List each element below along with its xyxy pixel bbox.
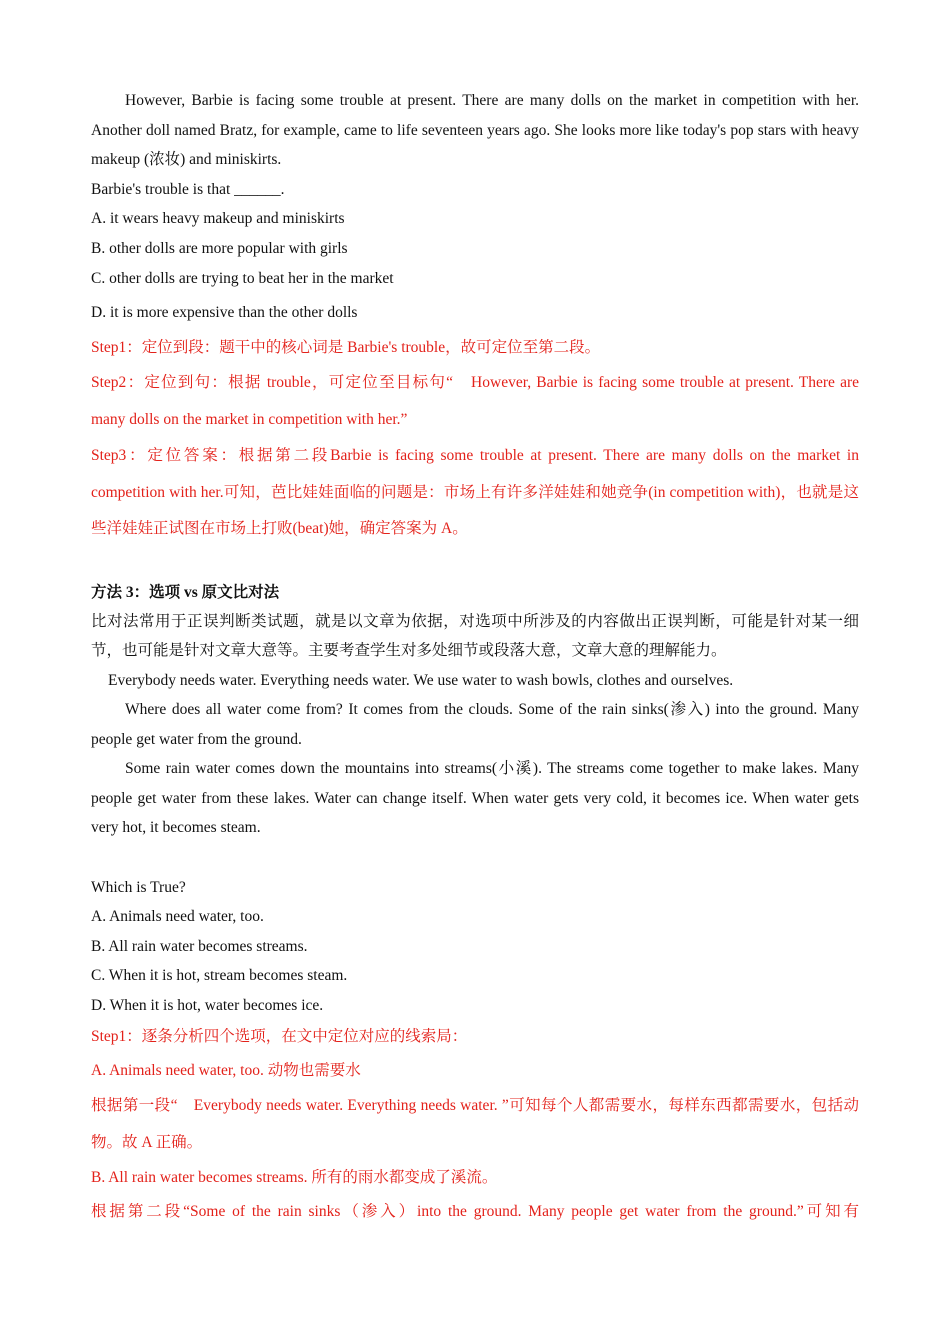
analysis-b-title: B. All rain water becomes streams. 所有的雨水都变成了溪流。: [91, 1169, 498, 1186]
question-stem: Barbie's trouble is that ______.: [91, 180, 285, 198]
method3-intro: 比对法常用于正误判断类试题，就是以文章为依据，对选项中所涉及的内容做出正误判断，可能是针对某一细节，也可能是针对文章大意等。主要考查学生对多处细节或段落大意，文章大意的理解能力。: [91, 612, 859, 659]
section-spacer: [91, 548, 859, 578]
analysis-a-title: A. Animals need water, too. 动物也需要水: [91, 1062, 361, 1079]
analysis-b-detail: 根据第二段“Some of the rain sinks（渗入）into the ground. Many people get water from the ground.”可知有: [91, 1203, 859, 1220]
option2-c: C. When it is hot, stream becomes steam.: [91, 967, 348, 984]
step3-text: Step3：定位答案：根据第二段Barbie is facing some trouble at present. There are many dolls on the market in competition with her.可知，芭比娃娃面临的问题是：市场上有许多洋娃娃和她竞争(in competition with)，也就是这些洋娃娃正试图在市场上打败(beat)她，确定答案为 A。: [91, 447, 859, 537]
method3-heading: 方法 3：选项 vs 原文比对法: [91, 583, 280, 601]
option-b: B. other dolls are more popular with girls: [91, 239, 348, 257]
passage2-paragraph-2: Where does all water come from? It comes from the clouds. Some of the rain sinks(渗入) into the ground. Many people get water from the ground.: [91, 701, 859, 748]
option-a: A. it wears heavy makeup and miniskirts: [91, 210, 345, 227]
passage2-paragraph-1: Everybody needs water. Everything needs water. We use water to wash bowls, clothes and ourselves.: [108, 671, 734, 689]
document-page: [91, 86, 859, 1229]
option2-a: A. Animals need water, too.: [91, 908, 264, 925]
passage2-paragraph-3: Some rain water comes down the mountains into streams(小溪). The streams come together to make lakes. Many people get water from these lakes. Water can change itself. When water gets very cold, it becomes ice. When water gets very hot, it becomes steam.: [91, 760, 859, 836]
option-c: C. other dolls are trying to beat her in the market: [91, 270, 394, 287]
option2-b: B. All rain water becomes streams.: [91, 937, 308, 955]
analysis-step1: Step1：逐条分析四个选项，在文中定位对应的线索局：: [91, 1028, 468, 1045]
option2-d: D. When it is hot, water becomes ice.: [91, 996, 324, 1014]
step1-text: Step1：定位到段：题干中的核心词是 Barbie's trouble，故可定位至第二段。: [91, 339, 601, 356]
analysis-a-detail: 根据第一段“ Everybody needs water. Everything needs water. ”可知每个人都需要水，每样东西都需要水，包括动物。故 A 正确。: [91, 1097, 859, 1151]
step2-text: Step2：定位到句：根据 trouble，可定位至目标句“ However, Barbie is facing some trouble at present. There are many dolls on the market in competition with her.”: [91, 374, 859, 428]
passage-paragraph: However, Barbie is facing some trouble at present. There are many dolls on the market in competition with her. Another doll named Bratz, for example, came to life seventeen years ago. She looks more like today's pop stars with heavy makeup (浓妆) and miniskirts.: [91, 92, 859, 168]
section-spacer: [91, 843, 859, 873]
question2-stem: Which is True?: [91, 878, 186, 896]
option-d: D. it is more expensive than the other dolls: [91, 304, 358, 321]
